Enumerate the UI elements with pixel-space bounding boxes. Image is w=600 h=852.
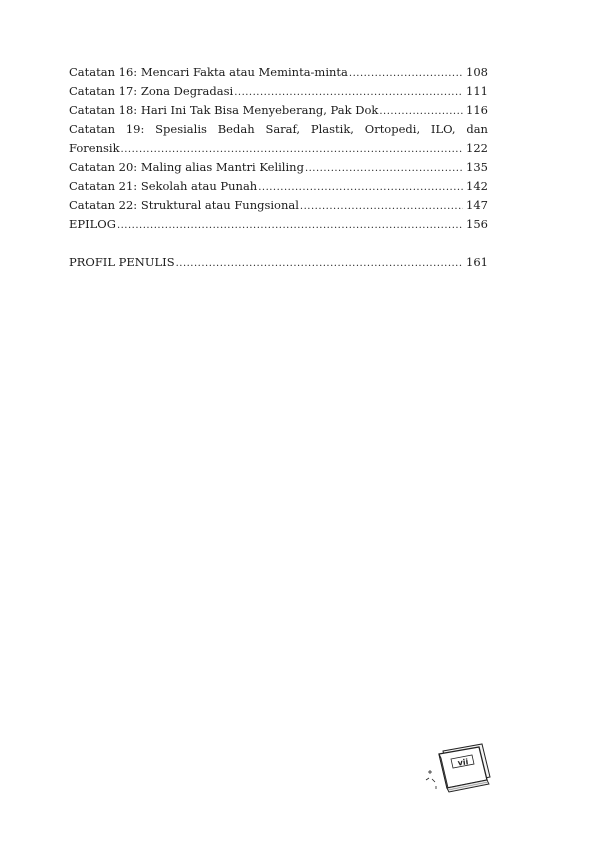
dot-leader [234,82,463,102]
toc-entry-title: Catatan 21: Sekolah atau Punah [69,179,258,193]
toc-entry-18[interactable] [69,101,488,120]
toc-entry-page: 161 [466,255,488,269]
toc-entry-19[interactable] [69,120,488,158]
word: 19: [125,122,145,136]
page-number-badge [424,742,494,796]
toc-entry-page: 156 [466,217,488,231]
word: dan [466,122,488,136]
book-icon [424,742,494,796]
dot-leader [305,158,463,178]
toc-entry-title: Catatan 20: Maling alias Mantri Keliling [69,160,304,174]
dot-leader [121,139,464,159]
toc-entry-epilog[interactable] [69,215,488,234]
spacer [69,234,488,253]
dot-leader [176,253,463,273]
word: ILO, [430,122,456,136]
toc-entry-22[interactable] [69,196,488,215]
toc-entry-title: Catatan 18: Hari Ini Tak Bisa Menyeberang, Pak Dok [69,103,379,117]
dot-leader [117,215,463,235]
toc-entry-page: 135 [466,160,488,174]
page-number: vii [457,757,469,768]
toc-entry-20[interactable] [69,158,488,177]
toc-entry-title: EPILOG [69,217,116,231]
toc-entry-profil-penulis[interactable] [69,253,488,272]
word: Bedah [217,122,255,136]
dot-leader [258,177,463,197]
toc-entry-title: Catatan 16: Mencari Fakta atau Meminta-minta [69,65,348,79]
toc-entry-title: Catatan 22: Struktural atau Fungsional [69,198,299,212]
toc-entry-page: 147 [466,198,488,212]
toc-entry-page: 108 [466,65,488,79]
toc-entry-title-line1 [69,120,488,139]
dot-leader [349,63,463,83]
toc-entry-19-line2 [69,139,488,158]
dot-leader [379,101,463,121]
dot-leader [300,196,463,216]
toc-entry-page: 116 [466,103,488,117]
word: Plastik, [310,122,354,136]
toc-entry-17[interactable] [69,82,488,101]
word: Spesialis [155,122,207,136]
toc-entry-page: 142 [466,179,488,193]
toc-entry-page: 122 [466,141,488,155]
toc-entry-title: Catatan 17: Zona Degradasi [69,84,234,98]
word: Catatan [69,122,116,136]
toc-entry-title: Forensik [69,141,120,155]
word: Saraf, [265,122,301,136]
table-of-contents [69,63,488,272]
word: Ortopedi, [364,122,421,136]
toc-entry-16[interactable] [69,63,488,82]
toc-entry-21[interactable] [69,177,488,196]
toc-entry-title: PROFIL PENULIS [69,255,175,269]
toc-entry-page: 111 [466,84,488,98]
